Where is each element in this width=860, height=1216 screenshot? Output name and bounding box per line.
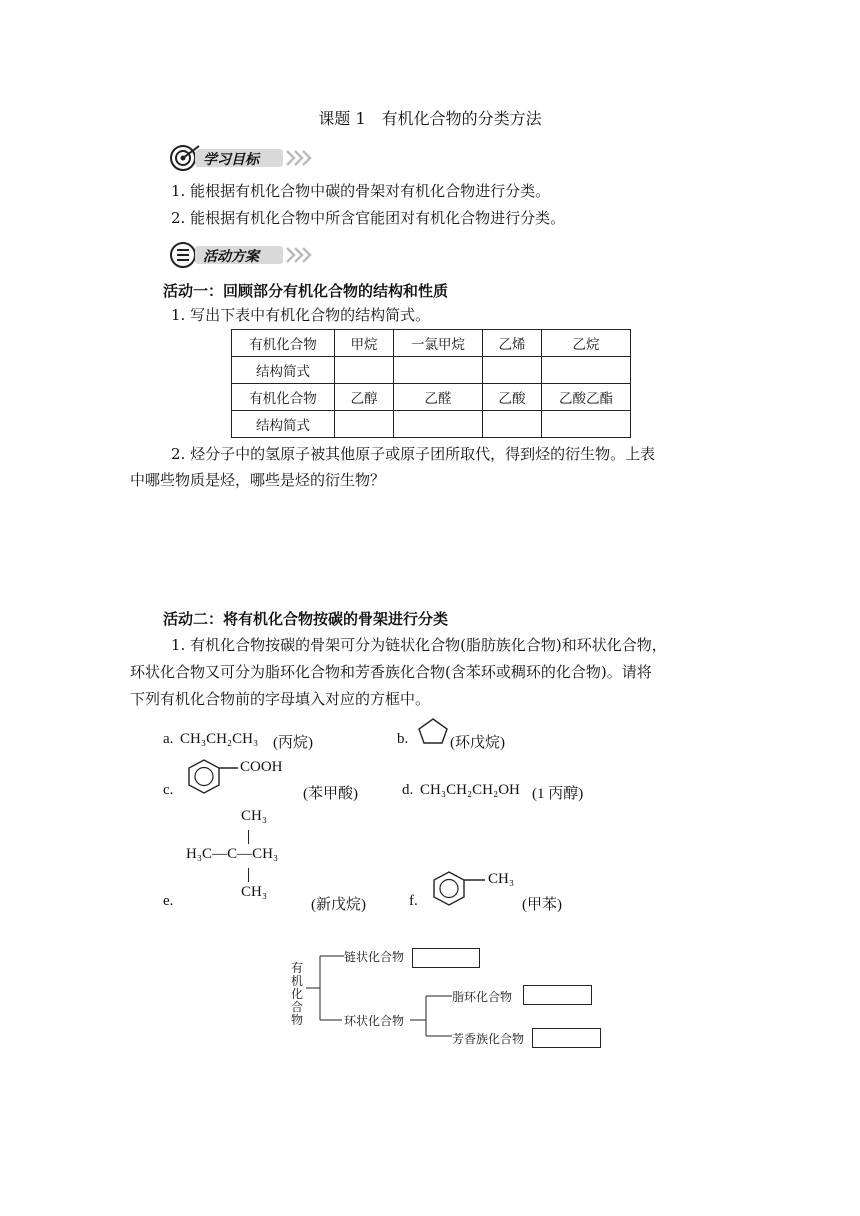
item-d-letter: d. (402, 782, 414, 798)
table-cell: 结构简式 (232, 357, 335, 384)
neopentane-structure (186, 808, 311, 903)
item-a-formula: CH₃CH₂CH₃ (180, 731, 259, 747)
table-cell[interactable] (542, 357, 631, 384)
activity2-paragraph-line3: 下列有机化合物前的字母填入对应的方框中。 (130, 690, 431, 708)
item-c-name: (苯甲酸) (303, 786, 358, 802)
toluene-structure (431, 869, 491, 909)
chain-compound-label: 链状化合物 (344, 950, 405, 964)
diagram-root-label: 有 机 化 合 物 (290, 961, 303, 1027)
table-cell: 乙醛 (394, 384, 483, 411)
activity-label: 活动方案 (203, 249, 259, 265)
table-cell: 乙酸 (483, 384, 542, 411)
goals-banner (163, 143, 323, 173)
table-cell: 乙烯 (483, 330, 542, 357)
activity2-paragraph-line2: 环状化合物又可分为脂环化合物和芳香族化合物(含苯环或稠环的化合物)。请将 (130, 663, 652, 681)
item-b-name: (环戊烷) (450, 735, 505, 751)
table-cell: 乙酸乙酯 (542, 384, 631, 411)
activity2-paragraph-line1: 1. 有机化合物按碳的骨架可分为链状化合物(脂肪族化合物)和环状化合物， (171, 636, 667, 654)
table-cell[interactable] (483, 357, 542, 384)
neopentane-top-group: CH₃ (241, 808, 268, 824)
aromatic-compound-label: 芳香族化合物 (452, 1032, 525, 1046)
activity1-heading: 活动一：回顾部分有机化合物的结构和性质 (163, 282, 449, 300)
item-a-letter: a. (163, 731, 174, 747)
bond-line (248, 868, 249, 882)
table-cell: 一氯甲烷 (394, 330, 483, 357)
table-cell[interactable] (335, 411, 394, 438)
table-row (232, 411, 631, 438)
table-cell: 有机化合物 (232, 384, 335, 411)
page-title: 课题 1 有机化合物的分类方法 (318, 109, 542, 128)
table-cell[interactable] (394, 411, 483, 438)
chain-answer-box[interactable] (412, 948, 480, 968)
table-cell[interactable] (542, 411, 631, 438)
table-row (232, 330, 631, 357)
activity1-question-1: 1. 写出下表中有机化合物的结构简式。 (171, 306, 431, 324)
alicyclic-answer-box[interactable] (523, 985, 592, 1005)
activity2-heading: 活动二：将有机化合物按碳的骨架进行分类 (163, 610, 449, 628)
item-f-group: CH₃ (488, 871, 515, 887)
table-cell: 乙烷 (542, 330, 631, 357)
table-row (232, 357, 631, 384)
item-e-letter: e. (163, 893, 174, 909)
item-a-name: (丙烷) (273, 735, 313, 751)
table-cell: 有机化合物 (232, 330, 335, 357)
aromatic-answer-box[interactable] (532, 1028, 601, 1048)
neopentane-middle: H₃C—C—CH₃ (186, 846, 279, 862)
table-cell[interactable] (335, 357, 394, 384)
item-c-group: COOH (240, 759, 283, 775)
table-cell[interactable] (483, 411, 542, 438)
activity-banner (163, 240, 323, 270)
item-f-letter: f. (409, 893, 418, 909)
table-cell: 乙醇 (335, 384, 394, 411)
neopentane-bottom-group: CH₃ (241, 884, 268, 900)
activity1-question-2-line1: 2. 烃分子中的氢原子被其他原子或原子团所取代，得到烃的衍生物。上表 (171, 445, 656, 463)
item-b-letter: b. (397, 731, 409, 747)
table-row (232, 384, 631, 411)
benzoic-acid-structure (186, 757, 246, 797)
bond-line (248, 830, 249, 844)
ring-compound-label: 环状化合物 (344, 1014, 405, 1028)
cyclopentane-structure (416, 716, 450, 746)
item-c-letter: c. (163, 782, 174, 798)
goal-item-2: 2. 能根据有机化合物中所含官能团对有机化合物进行分类。 (171, 209, 566, 227)
table-cell: 甲烷 (335, 330, 394, 357)
table-cell: 结构简式 (232, 411, 335, 438)
item-e-name: (新戊烷) (311, 897, 366, 913)
activity1-question-2-line2: 中哪些物质是烃，哪些是烃的衍生物？ (130, 471, 386, 489)
item-d-name: (1 丙醇) (532, 786, 584, 802)
classification-diagram (286, 940, 616, 1055)
alicyclic-compound-label: 脂环化合物 (452, 990, 513, 1004)
item-f-name: (甲苯) (522, 897, 562, 913)
goals-label: 学习目标 (203, 152, 259, 168)
structure-table (231, 329, 631, 438)
table-cell[interactable] (394, 357, 483, 384)
goal-item-1: 1. 能根据有机化合物中碳的骨架对有机化合物进行分类。 (171, 182, 551, 200)
item-d-formula: CH₃CH₂CH₂OH (420, 782, 520, 798)
